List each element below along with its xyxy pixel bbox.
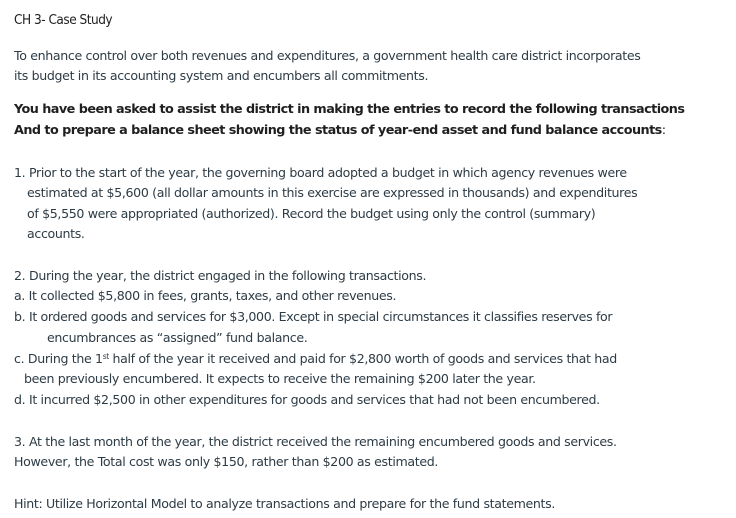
item2-c-post: half of the year it received and paid for $2,800 worth of goods and services that had [108,351,617,366]
item2-d: d. It incurred $2,500 in other expenditures for goods and services that had not been encumbered. [14,392,600,407]
item2-c-pre: c. During the 1 [14,351,103,366]
item3-line-2: However, the Total cost was only $150, rather than $200 as estimated. [14,454,439,469]
task-line-1: You have been asked to assist the district in making the entries to record the following transactions [14,102,685,117]
item1-line-1: 1. Prior to the start of the year, the governing board adopted a budget in which agency revenues were [14,165,627,180]
item2-c-sup: st [102,352,109,361]
hint-text: Hint: Utilize Horizontal Model to analyze transactions and prepare for the fund statements. [14,496,555,511]
page-title: CH 3- Case Study [14,12,113,28]
item2-b-line-1: b. It ordered goods and services for $3,000. Except in special circumstances it classifies reserves for [14,309,613,324]
task-line-2-text: And to prepare a balance sheet showing the status of year-end asset and fund balance accounts [14,123,662,138]
item2-a: a. It collected $5,800 in fees, grants, taxes, and other revenues. [14,288,397,303]
item1-line-4: accounts. [27,226,85,241]
item2-b-line-2: encumbrances as “assigned” fund balance. [47,330,308,345]
item2-c-line-1 [14,351,617,367]
intro-line-2: its budget in its accounting system and encumbers all commitments. [14,68,429,83]
item1-line-2: estimated at $5,600 (all dollar amounts in this exercise are expressed in thousands) and expenditures [27,185,638,200]
item3-line-1: 3. At the last month of the year, the district received the remaining encumbered goods and services. [14,434,617,449]
task-line-2 [14,123,665,139]
item1-line-3: of $5,550 were appropriated (authorized). Record the budget using only the control (summary) [27,206,596,221]
item2-c-line-2: been previously encumbered. It expects to receive the remaining $200 later the year. [24,371,536,386]
intro-line-1: To enhance control over both revenues and expenditures, a government health care district incorporates [14,48,641,63]
item2-intro: 2. During the year, the district engaged in the following transactions. [14,268,427,283]
task-colon: : [661,123,666,138]
